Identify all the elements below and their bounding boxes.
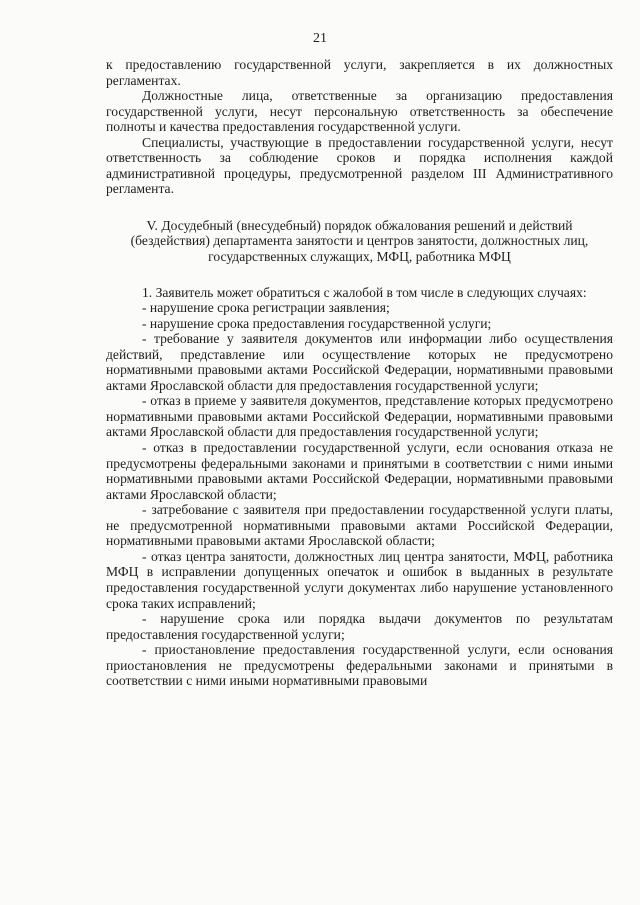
paragraph-officials-responsibility: Должностные лица, ответственные за организацию предоставления государственной услуги, несут персональную ответственность за обеспечение полноты и качества предоставления государственной услуги. xyxy=(106,88,613,135)
list-item: - отказ в предоставлении государственной услуги, если основания отказа не предусмотрены федеральными законами и принятыми в соответствии с ними иными нормативными правовыми актами Российской Федерации, нормативными правовыми актами Ярославской области; xyxy=(106,440,613,502)
section-title: V. Досудебный (внесудебный) порядок обжалования решений и действий (бездействия) департамента занятости и центров занятости, должностных лиц, государственных служащих, МФЦ, работника МФЦ xyxy=(130,217,589,265)
page-number: 21 xyxy=(313,31,327,46)
list-item: - отказ центра занятости, должностных лиц центра занятости, МФЦ, работника МФЦ в исправлении допущенных опечаток и ошибок в выданных в результате предоставления государственной услуги документах либо нарушение установленного срока таких исправлений; xyxy=(106,548,613,611)
list-item: - приостановление предоставления государственной услуги, если основания приостановления не предусмотрены федеральными законами и принятыми в соответствии с ними иными нормативными правовыми xyxy=(106,642,613,689)
list-item: - затребование с заявителя при предоставлении государственной услуги платы, не предусмотренной нормативными правовыми актами Российской Федерации, нормативными правовыми актами Ярославской области; xyxy=(106,502,613,549)
list-item: - нарушение срока или порядка выдачи документов по результатам предоставления государственной услуги; xyxy=(106,611,613,642)
document-body xyxy=(106,57,613,689)
complaint-intro: 1. Заявитель может обратиться с жалобой в том числе в следующих случаях: xyxy=(142,284,587,300)
list-item: - нарушение срока регистрации заявления; xyxy=(142,300,390,316)
list-item: - требование у заявителя документов или информации либо осуществления действий, представление или осуществление которых не предусмотрено нормативными правовыми актами Российской Федерации, нормативными правовыми актами Ярославской области для предоставления государственной услуги; xyxy=(106,331,613,393)
list-item: - отказ в приеме у заявителя документов, представление которых предусмотрено нормативными правовыми актами Российской Федерации, нормативными правовыми актами Ярославской области для предоставления государственной услуги; xyxy=(106,393,613,440)
paragraph-specialists-responsibility: Специалисты, участвующие в предоставлении государственной услуги, несут ответственность за соблюдение сроков и порядка исполнения каждой административной процедуры, предусмотренной разделом III Административного регламента. xyxy=(106,134,613,197)
complaint-cases-list xyxy=(106,300,613,689)
list-item: - нарушение срока предоставления государственной услуги; xyxy=(142,315,492,331)
paragraph-regulations: к предоставлению государственной услуги, закрепляется в их должностных регламентах. xyxy=(106,57,613,88)
